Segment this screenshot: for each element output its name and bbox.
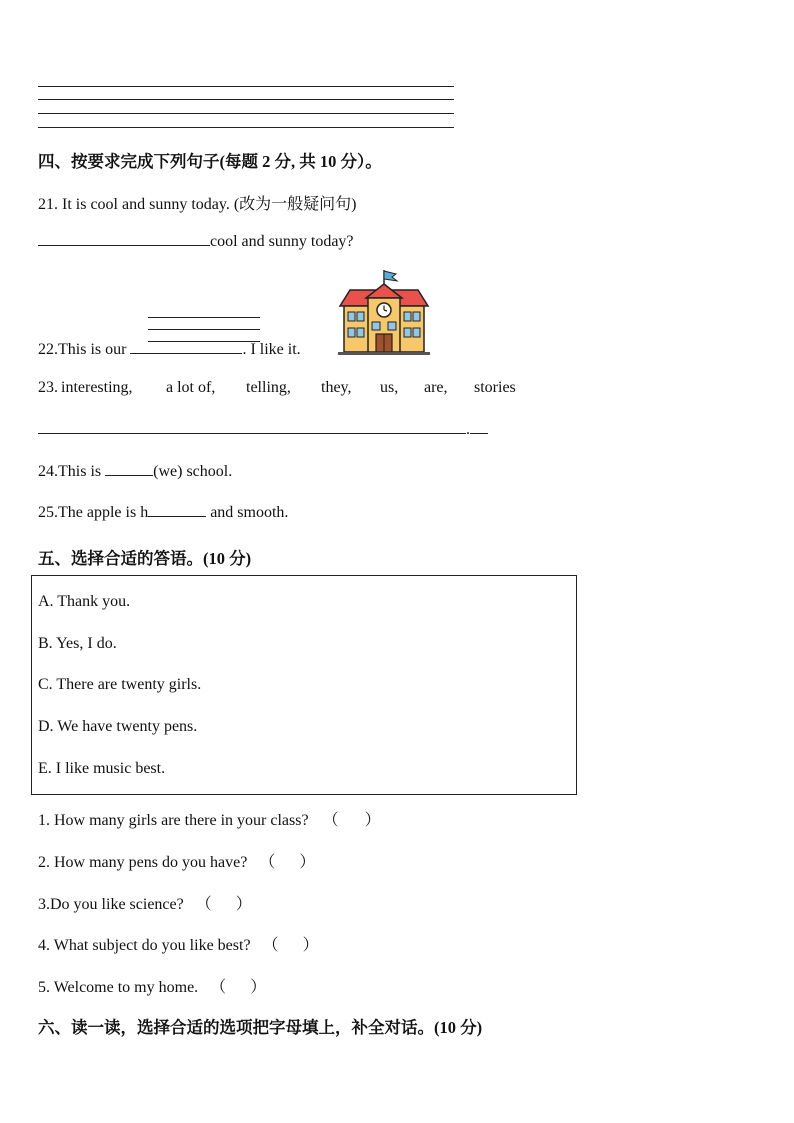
writing-line <box>148 329 260 330</box>
word-chip: us, <box>380 379 399 396</box>
word-chip: they, <box>321 379 352 396</box>
option-b: B. Yes, I do. <box>38 635 117 652</box>
question-number: 23. <box>38 379 58 396</box>
dialog-question-2 <box>38 849 315 872</box>
word-chip: are, <box>424 379 448 396</box>
question-text: It is cool and sunny today. <box>62 196 230 213</box>
answer-paren[interactable]: （ ） <box>259 854 316 871</box>
question-text: The apple is h <box>58 504 149 521</box>
word-chip: a lot of, <box>166 379 216 396</box>
dialog-question-4 <box>38 932 319 955</box>
option-a: A. Thank you. <box>38 593 131 610</box>
question-24 <box>38 463 232 481</box>
answer-blank[interactable] <box>38 245 210 246</box>
writing-line <box>38 127 454 128</box>
question-text-end: . I like it. <box>242 341 301 358</box>
question-text: 1. How many girls are there in your class? <box>38 812 309 829</box>
section-5-title: 五、选择合适的答语。(10 分) <box>38 549 252 568</box>
option-d: D. We have twenty pens. <box>38 718 198 735</box>
answer-paren[interactable]: （ ） <box>322 812 381 829</box>
answer-tail: cool and sunny today? <box>210 233 354 250</box>
question-number: 22. <box>38 341 58 358</box>
answer-blank[interactable] <box>38 433 466 434</box>
question-text: 2. How many pens do you have? <box>38 854 248 871</box>
question-number: 24. <box>38 463 58 480</box>
answer-23 <box>38 421 488 439</box>
question-22 <box>38 341 301 359</box>
question-25 <box>38 504 288 522</box>
question-text: 4. What subject do you like best? <box>38 937 251 954</box>
answer-21 <box>38 233 354 251</box>
word-chip: telling, <box>246 379 291 396</box>
word-chip: interesting, <box>61 379 133 396</box>
question-text-end: school. <box>186 463 233 480</box>
answer-paren[interactable]: （ ） <box>195 896 252 913</box>
question-text: 5. Welcome to my home. <box>38 979 199 996</box>
option-c: C. There are twenty girls. <box>38 676 202 693</box>
dialog-question-5 <box>38 974 266 997</box>
question-hint: (we) <box>153 463 183 480</box>
option-e: E. I like music best. <box>38 760 166 777</box>
question-text: This is <box>58 463 102 480</box>
question-23 <box>38 379 58 397</box>
question-hint: (改为一般疑问句) <box>233 196 357 213</box>
school-building-icon <box>336 268 432 356</box>
writing-line <box>38 113 454 114</box>
writing-line <box>38 86 454 87</box>
question-text-end: and smooth. <box>210 504 289 521</box>
answer-paren[interactable]: （ ） <box>262 937 319 954</box>
end-mark: . <box>466 421 470 438</box>
question-number: 25. <box>38 504 58 521</box>
writing-line <box>148 317 260 318</box>
section-6-title: 六、读一读，选择合适的选项把字母填上，补全对话。(10 分) <box>38 1018 483 1037</box>
question-21 <box>38 191 357 214</box>
answer-paren[interactable]: （ ） <box>210 979 267 996</box>
answer-blank[interactable] <box>105 475 153 476</box>
question-text: This is our <box>58 341 127 358</box>
dialog-question-3 <box>38 891 252 914</box>
word-chip: stories <box>474 379 516 396</box>
answer-blank[interactable] <box>148 516 206 517</box>
section-4-title: 四、按要求完成下列句子(每题 2 分, 共 10 分）。 <box>38 152 382 171</box>
answer-blank-tail <box>470 433 488 434</box>
question-number: 21. <box>38 196 58 213</box>
dialog-question-1 <box>38 807 381 830</box>
answer-blank[interactable] <box>130 353 242 354</box>
writing-line <box>38 99 454 100</box>
question-text: 3.Do you like science? <box>38 896 184 913</box>
